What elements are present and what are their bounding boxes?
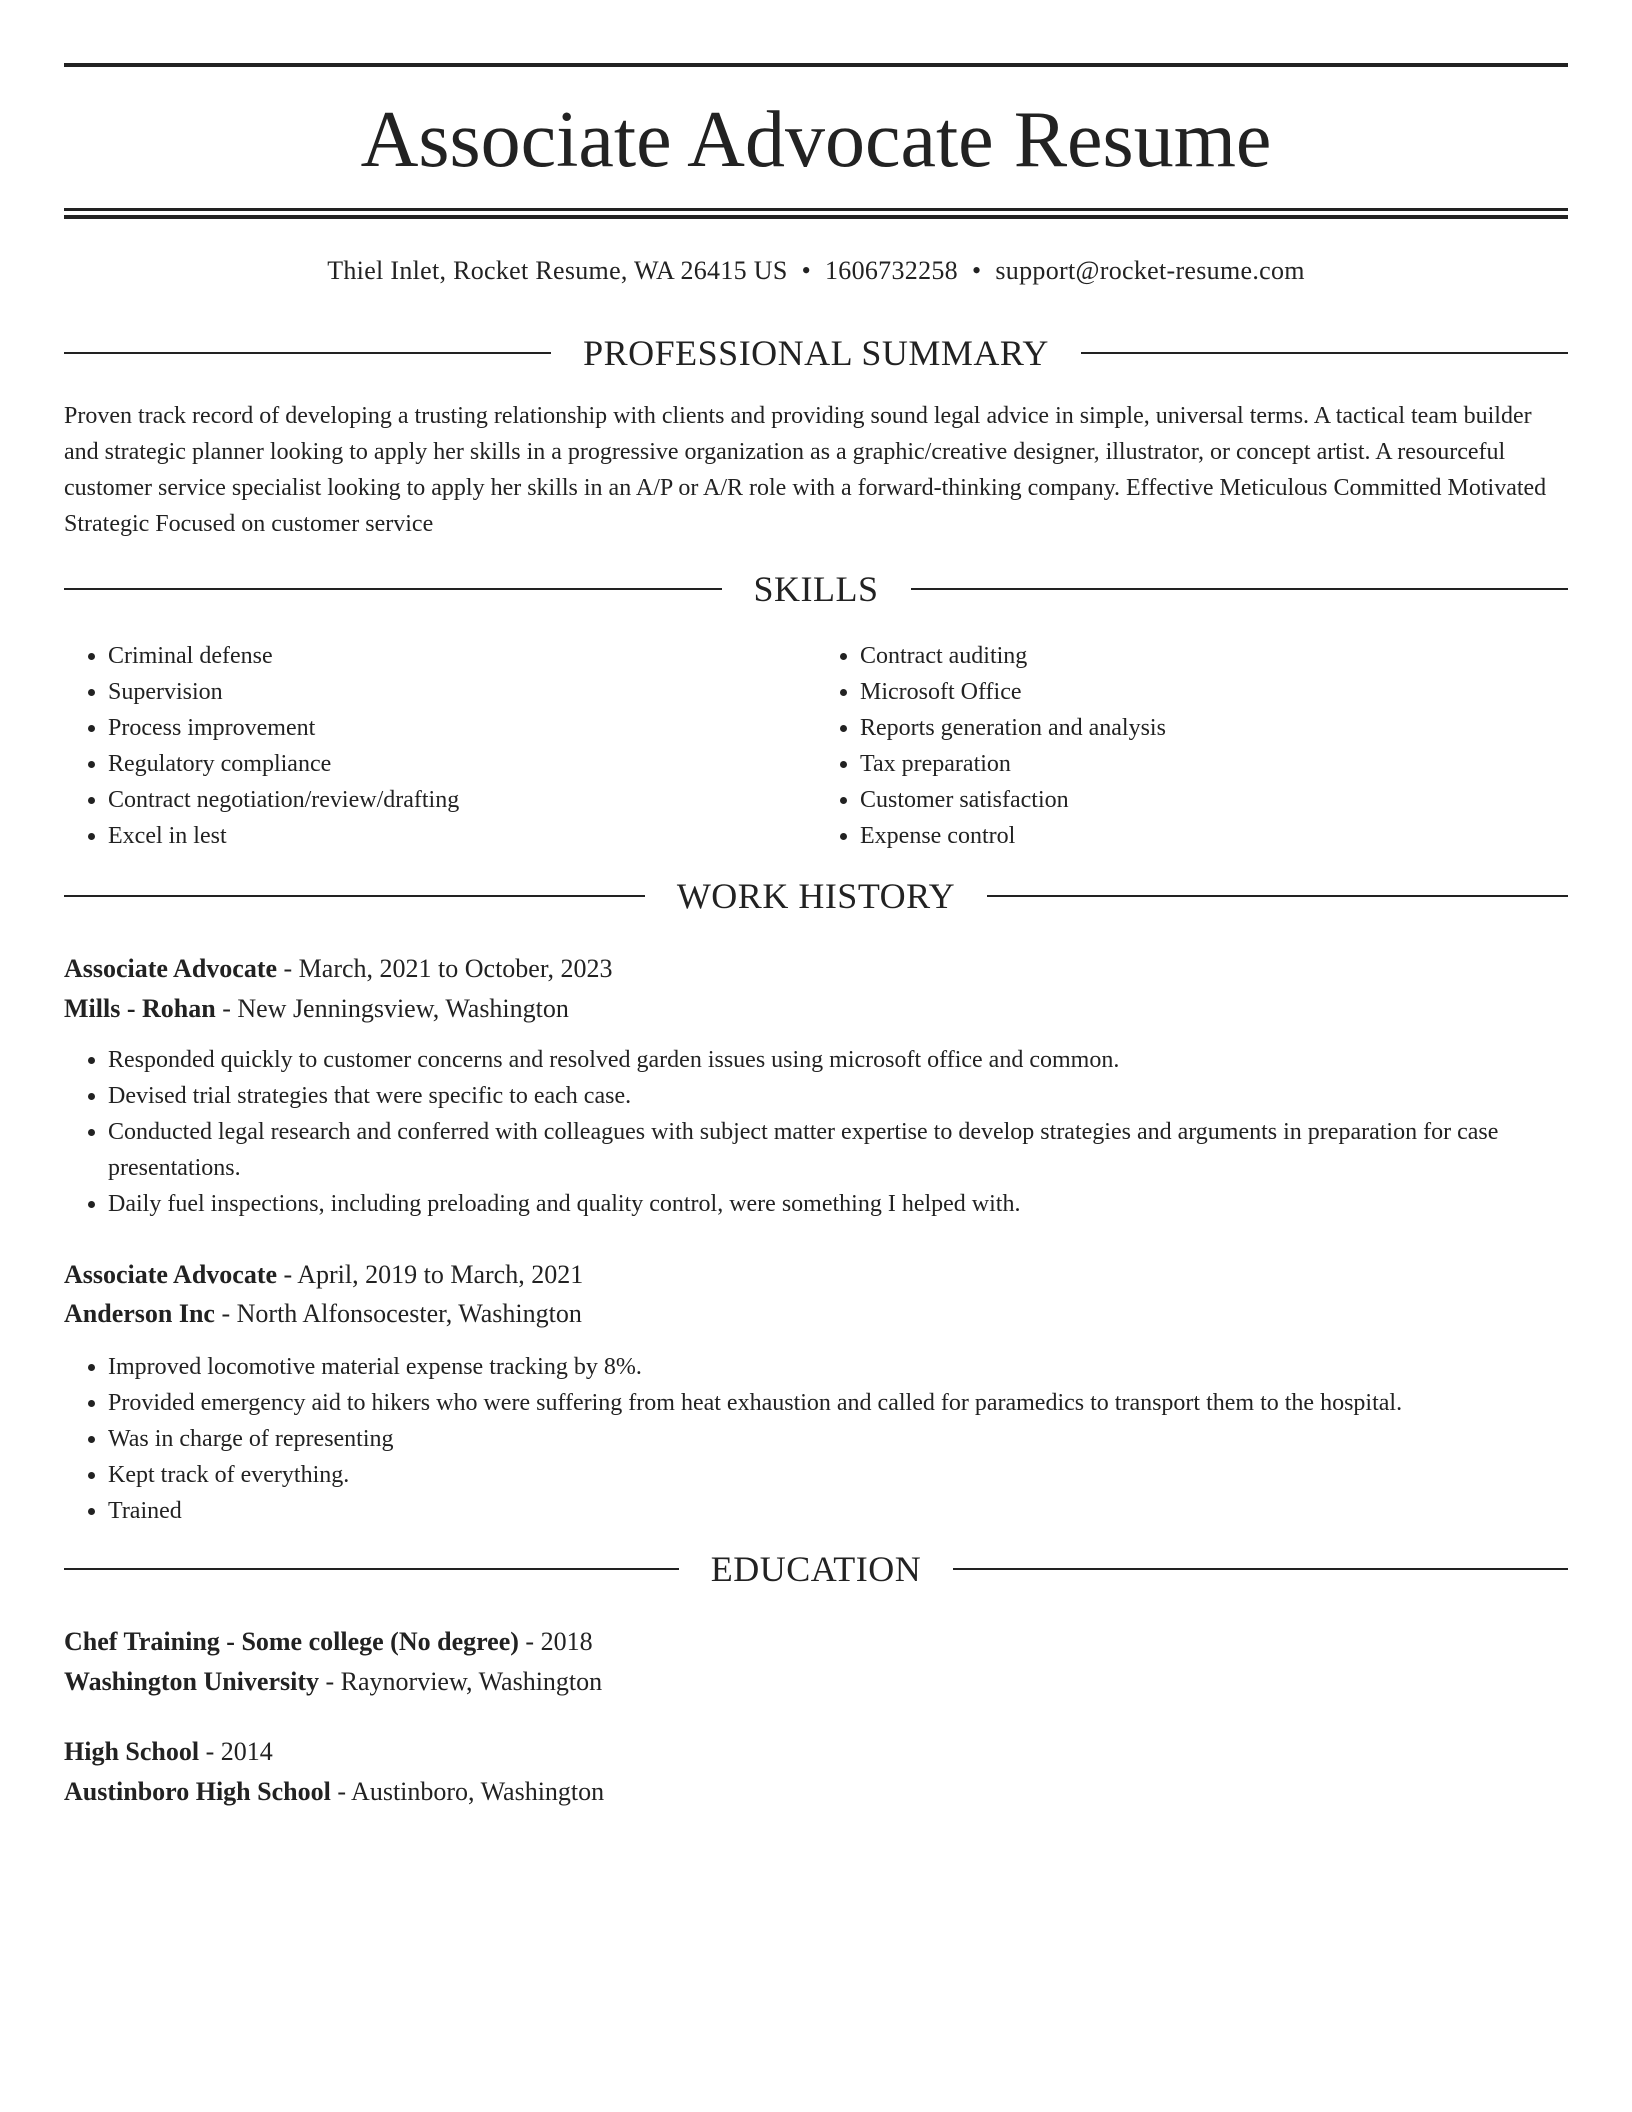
section-title: PROFESSIONAL SUMMARY (583, 333, 1049, 373)
heading-rule (64, 588, 722, 590)
job-bullet: • Improved locomotive material expense tracking by 8%. (108, 1349, 1568, 1385)
section-title: SKILLS (753, 569, 879, 609)
skills-list (64, 638, 1568, 854)
job-bullet: • Kept track of everything. (108, 1457, 1568, 1493)
job-dates: - April, 2019 to March, 2021 (277, 1260, 584, 1289)
section-title: WORK HISTORY (676, 876, 956, 916)
heading-rule (987, 895, 1568, 897)
skill-item: • Excel in lest (108, 818, 816, 854)
education-location: - Raynorview, Washington (319, 1667, 603, 1696)
job-company: Anderson Inc (64, 1299, 215, 1328)
skill-item: • Regulatory compliance (108, 746, 816, 782)
title-double-rule (64, 208, 1568, 219)
skill-item: • Supervision (108, 674, 816, 710)
heading-rule (953, 1568, 1568, 1570)
section-heading-work (64, 874, 1568, 918)
skill-item: • Reports generation and analysis (860, 710, 1568, 746)
job-company-line (64, 1296, 1568, 1332)
job-bullet: • Responded quickly to customer concerns and resolved garden issues using microsoft office and common. (108, 1042, 1568, 1078)
job-title: Associate Advocate (64, 954, 278, 983)
job-title: Associate Advocate (64, 1260, 278, 1289)
education-location: - Austinboro, Washington (330, 1777, 605, 1806)
job-bullet: • Daily fuel inspections, including preloading and quality control, were something I helped with. (108, 1186, 1568, 1222)
job-title-line (64, 951, 1568, 987)
contact-separator: • (801, 256, 811, 285)
job-title-line (64, 1257, 1568, 1293)
skills-column-left (64, 638, 816, 854)
job-bullets (64, 1042, 1568, 1222)
section-heading-education (64, 1547, 1568, 1591)
section-heading-summary (64, 331, 1568, 375)
page-title: Associate Advocate Resume (360, 96, 1272, 184)
heading-rule (911, 588, 1569, 590)
education-year: - 2014 (199, 1737, 273, 1766)
summary-text: Proven track record of developing a trusting relationship with clients and providing sound legal advice in simple, universal terms. A tactical team builder and strategic planner looking to apply her skills in a progressive organization as a graphic/creative designer, illustrator, or concept artist. A resourceful customer service specialist looking to apply her skills in an A/P or A/R role with a forward-thinking company. Effective Meticulous Committed Motivated Strategic Focused on customer service (64, 403, 1547, 537)
heading-rule (64, 895, 645, 897)
job-location: - North Alfonsocester, Washington (214, 1299, 582, 1328)
contact-separator: • (971, 256, 982, 285)
education-school-line (64, 1774, 1568, 1810)
contact-address: Thiel Inlet, Rocket Resume, WA 26415 US (327, 256, 788, 285)
job-company-line (64, 991, 1568, 1027)
skill-item: • Microsoft Office (860, 674, 1568, 710)
skill-item: • Expense control (860, 818, 1568, 854)
job-bullets (64, 1349, 1568, 1529)
education-degree-line (64, 1734, 1568, 1770)
heading-rule (1081, 352, 1568, 354)
job-bullet: • Was in charge of representing (108, 1421, 1568, 1457)
contact-email: support@rocket-resume.com (995, 256, 1305, 285)
education-degree: High School (64, 1737, 200, 1766)
skill-item: • Tax preparation (860, 746, 1568, 782)
heading-rule (64, 1568, 679, 1570)
education-school: Austinboro High School (64, 1777, 331, 1806)
skill-item: • Process improvement (108, 710, 816, 746)
skill-item: • Contract auditing (860, 638, 1568, 674)
skill-item: • Criminal defense (108, 638, 816, 674)
job-bullet: • Conducted legal research and conferred with colleagues with subject matter expertise to develop strategies and arguments in preparation for case presentations. (108, 1114, 1568, 1186)
job-company: Mills - Rohan (64, 994, 216, 1023)
education-degree-line (64, 1624, 1568, 1660)
job-bullet: • Provided emergency aid to hikers who were suffering from heat exhaustion and called for paramedics to transport them to the hospital. (108, 1385, 1568, 1421)
job-dates: - March, 2021 to October, 2023 (277, 954, 613, 983)
job-bullet: • Trained (108, 1493, 1568, 1529)
skill-item: • Customer satisfaction (860, 782, 1568, 818)
education-school: Washington University (64, 1667, 319, 1696)
top-rule (64, 63, 1568, 67)
section-title: EDUCATION (710, 1549, 922, 1589)
education-year: - 2018 (518, 1627, 593, 1656)
contact-line (64, 254, 1568, 288)
skills-column-right (816, 638, 1568, 854)
job-bullet: • Devised trial strategies that were specific to each case. (108, 1078, 1568, 1114)
education-degree: Chef Training - Some college (No degree) (64, 1627, 519, 1656)
skill-item: • Contract negotiation/review/drafting (108, 782, 816, 818)
education-school-line (64, 1664, 1568, 1700)
job-location: - New Jenningsview, Washington (215, 994, 569, 1023)
section-heading-skills (64, 567, 1568, 611)
heading-rule (64, 352, 551, 354)
contact-phone: 1606732258 (824, 256, 958, 285)
